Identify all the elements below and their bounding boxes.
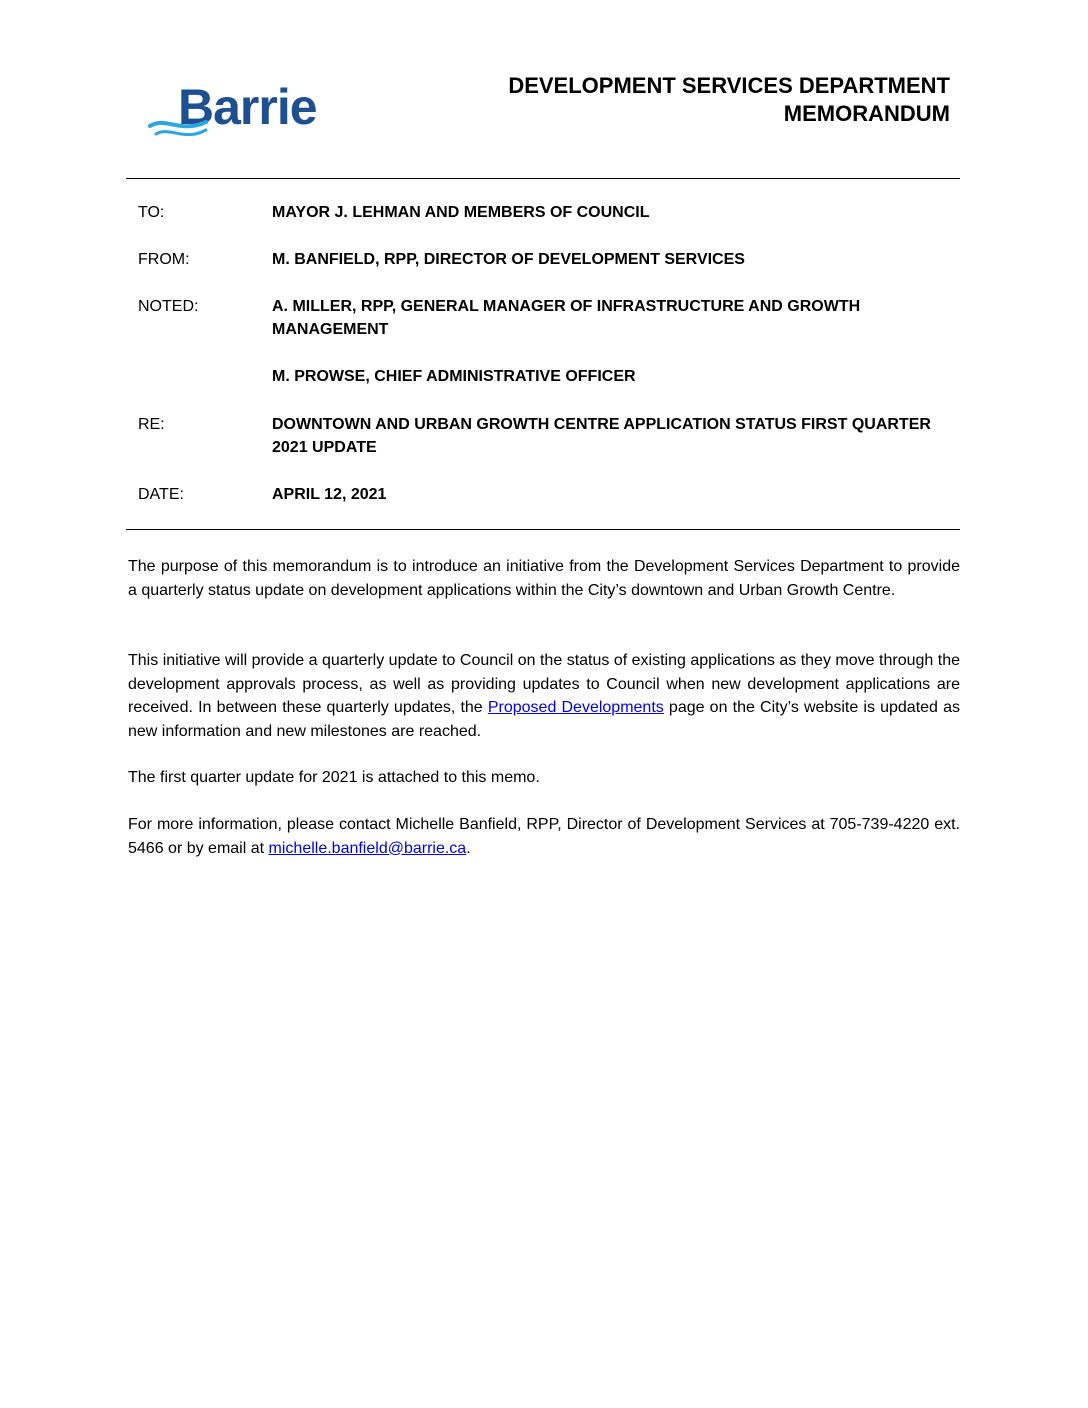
date-label: DATE: [138,486,184,503]
noted-value-2: M. PROWSE, CHIEF ADMINISTRATIVE OFFICER [272,368,636,385]
department-title: DEVELOPMENT SERVICES DEPARTMENT [508,73,950,98]
re-label: RE: [138,416,165,433]
email-link[interactable]: michelle.banfield@barrie.ca [268,839,467,857]
date-value: APRIL 12, 2021 [272,486,387,503]
paragraph-initiative-tail: page on the City’s website is updated as new information and new milestones are reached. [128,699,960,740]
to-value: MAYOR J. LEHMAN AND MEMBERS OF COUNCIL [272,204,650,221]
noted-value-1: A. MILLER, RPP, GENERAL MANAGER OF INFRASTRUCTURE AND GROWTH MANAGEMENT [272,298,861,338]
proposed-developments-link[interactable]: Proposed Developments [487,699,664,716]
paragraph-contact-text: For more information, please contact Michelle Banfield, RPP, Director of Development Services at 705-739-4220 ext. 5466 or by email at [128,816,960,857]
paragraph-initiative-text: This initiative will provide a quarterly update to Council on the status of existing applications as they move through the development approvals process, as well as providing updates to Council when new development applications are received. In between these quarterly updates, the [128,652,960,716]
noted-label: NOTED: [138,298,199,315]
memorandum-title: MEMORANDUM [783,101,950,126]
paragraph-initiative [128,649,960,743]
paragraph-contact [128,813,960,860]
logo-wordmark: Barrie [178,79,317,135]
from-label: FROM: [138,251,190,268]
paragraph-attached: The first quarter update for 2021 is attached to this memo. [128,769,540,786]
to-label: TO: [138,204,165,221]
memo-header [508,72,950,128]
paragraph-purpose: The purpose of this memorandum is to introduce an initiative from the Development Services Department to provide a quarterly status update on development applications within the City’s downtown and Urban Growth Centre. [128,558,960,599]
from-value: M. BANFIELD, RPP, DIRECTOR OF DEVELOPMENT SERVICES [272,251,745,268]
re-value: DOWNTOWN AND URBAN GROWTH CENTRE APPLICATION STATUS FIRST QUARTER 2021 UPDATE [272,416,931,456]
header-divider [126,178,960,179]
barrie-logo [148,79,348,154]
fields-divider [126,529,960,530]
paragraph-contact-tail: . [466,839,471,857]
logo-wave-icon [148,112,208,152]
